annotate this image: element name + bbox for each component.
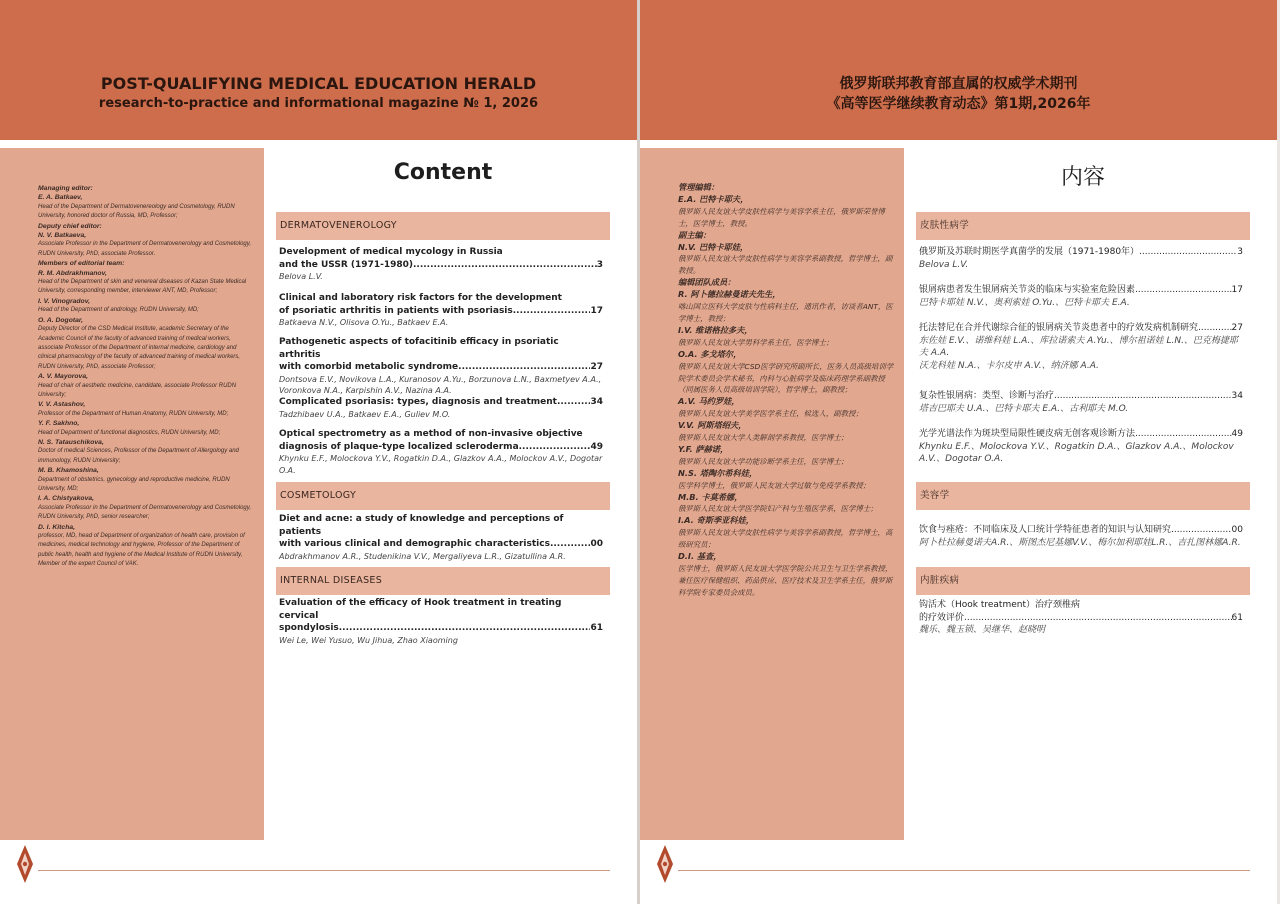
editorial-description: 俄罗斯人民友谊大学CSD医学研究所副所长，医务人员高级培训学院学术委员会学术秘书，内科与心脏病学及临床药理学系副教授（同属医务人员高级培训学院），哲学博士，副教授； — [678, 361, 894, 395]
editorial-heading: N.S. 塔陶尔希科娃， — [678, 467, 758, 478]
editorial-description: Head of the Department of skin and venereal diseases of Kazan State Medical University, corresponding member, interviewer ANT, MD, Professor; — [38, 279, 247, 295]
journal-name-cn: 俄罗斯联邦教育部直属的权威学术期刊 — [839, 76, 1078, 92]
article-title-text: Optical spectrometry as a method of non-invasive objective — [279, 429, 583, 439]
toc-entry[interactable] — [919, 599, 1243, 637]
article-authors: 塔吉巴耶夫 U.A.、巴特卡耶夫 E.A.、古利耶夫 M.O. — [919, 403, 1129, 414]
article-title-text: 复杂性银屑病：类型、诊断与治疗 — [919, 391, 1055, 401]
article-title-line — [279, 622, 603, 635]
section-header: COSMETOLOGY — [276, 482, 610, 510]
article-title — [279, 428, 603, 453]
editorial-heading: R. 阿卜德拉赫曼诺夫先生， — [678, 289, 781, 300]
editorial-description: Head of Department of functional diagnostics, RUDN University, MD; — [38, 429, 221, 436]
article-authors: 沃龙科娃 N.A.、卡尔皮申 A.V.、纳济娜 A.A. — [919, 360, 1099, 371]
editorial-heading: Managing editor: — [38, 185, 93, 192]
article-title — [279, 513, 603, 551]
editorial-heading: O.A. 多戈塔尔， — [678, 348, 742, 359]
editorial-heading: Members of editorial team: — [38, 260, 125, 268]
leader-dots — [1054, 390, 1232, 403]
leader-dots — [557, 396, 591, 409]
article-authors: 东佐娃 E.V.、诺维科娃 L.A.、库拉诺索夫 A.Yu.、博尔祖诺娃 L.N.、巴克梅捷耶夫 A.A. — [919, 335, 1238, 358]
editorial-heading: D.I. 基查， — [678, 551, 722, 562]
toc-entry[interactable] — [919, 246, 1243, 271]
article-title-line — [919, 524, 1243, 537]
footer-rule-cn — [678, 870, 1250, 871]
editorial-description: 俄罗斯人民友谊大学医学院妇产科与生殖医学系，医学博士； — [678, 504, 878, 514]
article-authors: 巴特卡耶娃 N.V.、奥利索娃 O.Yu.、巴特卡耶夫 E.A. — [919, 297, 1130, 308]
editorial-description: Department of obstetrics, gynecology and reproductive medicine, RUDN University, MD; — [38, 476, 230, 492]
toc-entry[interactable] — [919, 390, 1243, 415]
editorial-description: Head of the Department of andrology, RUDN University, MD; — [38, 307, 199, 314]
editorial-description: 医学科学博士，俄罗斯人民友谊大学过敏与免疫学系教授； — [678, 480, 871, 490]
left-header-band — [0, 0, 637, 140]
article-authors: A.V.、Dogotar O.A. — [919, 454, 1004, 464]
editorial-description: Head of chair of aesthetic medicine, candidate, associate Professor RUDN University; — [38, 382, 237, 398]
article-authors: Wei Le, Wei Yusuo, Wu Jihua, Zhao Xiaoming — [279, 635, 458, 645]
toc-entry[interactable] — [279, 513, 603, 562]
editorial-board-sidebar — [0, 148, 264, 840]
editorial-heading: D. I. Kitcha, — [38, 523, 76, 531]
article-authors: Tadzhibaev U.A., Batkaev E.A., Guliev M.O. — [279, 409, 451, 419]
leader-dots — [519, 441, 591, 454]
editorial-heading: E.A. 巴特卡耶夫， — [678, 193, 749, 204]
page-number: 3 — [596, 259, 603, 270]
leader-dots — [513, 305, 591, 318]
leader-dots — [1135, 428, 1232, 441]
editorial-heading: M.B. 卡莫希娜， — [678, 491, 743, 502]
toc-entry[interactable] — [279, 336, 603, 397]
editorial-heading: O. A. Dogotar, — [38, 316, 84, 324]
article-title-text: 的疗效评价 — [919, 612, 965, 623]
article-title — [279, 336, 603, 374]
article-title-text: 银屑病患者发生银屑病关节炎的临床与实验室危险因素 — [919, 285, 1136, 295]
article-title-text: 钩活术（Hook treatment）治疗颈椎病 — [919, 600, 1081, 610]
leader-dots — [1139, 246, 1237, 259]
editorial-heading: E. A. Batkaev, — [38, 194, 83, 202]
page-number: 00 — [1231, 525, 1243, 535]
article-authors: 魏乐、魏玉锁、吴继华、赵晓明 — [919, 625, 1046, 635]
article-title — [919, 524, 1243, 537]
article-title-line — [919, 322, 1243, 335]
toc-entry[interactable] — [919, 322, 1243, 372]
editorial-heading: A.V. 马约罗娃， — [678, 396, 740, 407]
article-title-line — [919, 390, 1243, 403]
article-title — [919, 390, 1243, 403]
journal-emblem-icon — [17, 845, 33, 883]
article-title-line — [919, 428, 1243, 441]
article-title-line — [279, 259, 603, 272]
editorial-heading: I.A. 奇斯季亚科娃， — [678, 515, 754, 526]
leader-dots — [1171, 524, 1232, 537]
editorial-heading: 编辑团队成员： — [678, 277, 736, 288]
editorial-description: Head of the Department of Dermatovenereology and Cosmetology, RUDN University, honored doctor of Russia, MD, Professor; — [38, 203, 235, 220]
leader-dots — [1198, 322, 1232, 335]
page-number: 27 — [590, 362, 603, 372]
article-title — [919, 246, 1243, 259]
section-header: DERMATOVENEROLOGY — [276, 212, 610, 240]
journal-subtitle-cn: 《高等医学继续教育动态》第1期,2026年 — [826, 96, 1091, 112]
article-title — [279, 246, 603, 271]
editorial-description: Professor of the Department of Human Anatomy, RUDN University, MD; — [38, 410, 229, 417]
leader-dots — [413, 259, 597, 272]
editorial-description: professor, MD, head of Department of organization of health care, provision of medicines, medical technology and hygiene, Professor of the Department of public health, health and hygiene of the Medical Institute of RUDN University, Member of the expert Council of VAK. — [38, 533, 245, 568]
article-title-line — [279, 597, 603, 622]
article-title-line — [279, 441, 603, 454]
right-page — [640, 0, 1277, 904]
editorial-heading: V. V. Astashov, — [38, 401, 86, 409]
right-header-band — [640, 0, 1277, 140]
editorial-heading: Y.F. 萨赫诺， — [678, 443, 729, 454]
content-title: Content — [393, 160, 493, 185]
leader-dots — [339, 622, 591, 635]
article-title-line — [919, 599, 1243, 612]
article-authors: Khynku E.F., Molockova Y.V., Rogatkin D.A., Glazkov A.A., Molockov A.V., Dogotar O.A. — [279, 454, 603, 475]
article-title-text: with various clinical and demographic characteristics — [279, 539, 550, 549]
page-number: 00 — [590, 539, 603, 549]
article-title-text: Diet and acne: a study of knowledge and perceptions of patients — [279, 514, 564, 537]
left-page — [0, 0, 637, 904]
editorial-description: Deputy Director of the CSD Medical Institute, academic Secretary of the Academic Council of the faculty of advanced training of medical workers, associate Professor of the Department of internal medicine, cardiology and clinical pharmacology of the faculty of advanced training of medical workers, RUDN University, PhD, associate Professor; — [38, 326, 241, 370]
article-title-line — [279, 428, 603, 441]
section-header: INTERNAL DISEASES — [276, 567, 610, 595]
editorial-description: Associate Professor in the Department of Dermatovenerology and Cosmetology, RUDN University, PhD, senior researcher; — [38, 504, 251, 521]
article-title-line — [279, 292, 603, 305]
editorial-description: Doctor of medical Sciences, Professor of the Department of Allergology and immunology, RUDN University; — [38, 448, 239, 464]
article-title-line — [279, 538, 603, 551]
article-title-text: of psoriatic arthritis in patients with psoriasis — [279, 305, 513, 316]
editorial-description: 俄罗斯人民友谊大学男科学系主任，医学博士； — [678, 337, 834, 347]
article-title — [919, 284, 1243, 297]
toc-entry[interactable] — [919, 428, 1243, 466]
leader-dots — [964, 612, 1232, 625]
article-title-text: Complicated psoriasis: types, diagnosis and treatment — [279, 397, 557, 407]
article-title-line — [919, 612, 1243, 625]
article-title-text: and the USSR (1971-1980) — [279, 259, 413, 270]
article-title-text: Evaluation of the efficacy of Hook treatment in treating cervical — [279, 598, 562, 621]
article-title-line — [279, 361, 603, 374]
page-number: 27 — [1231, 323, 1243, 333]
article-title — [279, 292, 603, 317]
article-authors: Voronkova N.A., Karpishin A.V., Nazina A.A. — [279, 386, 452, 395]
toc-entry[interactable] — [919, 524, 1243, 549]
editorial-description: 俄罗斯人民友谊大学功能诊断学系主任，医学博士； — [678, 456, 848, 466]
article-title-line — [279, 336, 603, 361]
article-title-text: Clinical and laboratory risk factors for the development — [279, 293, 562, 303]
article-title-line — [919, 284, 1243, 297]
article-title-line — [279, 246, 603, 259]
editorial-heading: M. B. Khamoshina, — [38, 467, 99, 475]
editorial-description: 俄罗斯人民友谊大学皮肤性病学与美容学系副教授，哲学博士，副教授。 — [678, 254, 893, 276]
article-title — [919, 599, 1243, 624]
article-authors: Belova L.V. — [279, 272, 323, 281]
editorial-heading: Deputy chief editor: — [38, 222, 102, 230]
editorial-description: 俄罗斯人民友谊大学美学医学系主任，候选人，副教授； — [678, 409, 863, 419]
editorial-description: 医学博士，俄罗斯人民友谊大学医学院公共卫生与卫生学系教授，兼任医疗保健组织、药品供应、医疗技术及卫生学系主任，俄罗斯科学院专家委员会成员。 — [678, 564, 893, 597]
editorial-heading: R. M. Abdrakhmanov, — [38, 269, 107, 277]
article-title — [279, 597, 603, 635]
toc-entry[interactable] — [279, 396, 603, 420]
toc-entry[interactable] — [279, 246, 603, 283]
footer-rule — [38, 870, 610, 871]
editorial-heading: I. A. Chistyakova, — [38, 495, 95, 503]
article-title-text: Pathogenetic aspects of tofacitinib efficacy in psoriatic arthritis — [279, 337, 559, 360]
editorial-description: 喀山国立医科大学皮肤与性病科主任，通讯作者，访谈者ANT，医学博士，教授； — [678, 302, 893, 323]
editorial-board-list — [38, 184, 256, 570]
article-title-text: 托法替尼在合并代谢综合征的银屑病关节炎患者中的疗效发病机制研究 — [919, 323, 1199, 333]
editorial-board-list-cn — [678, 182, 896, 599]
editorial-heading: N. S. Tatauschikova, — [38, 438, 104, 446]
leader-dots — [458, 361, 590, 374]
article-title-line — [279, 513, 603, 538]
page-number: 3 — [1237, 247, 1243, 257]
page-number: 17 — [1231, 285, 1243, 295]
editorial-heading: 管理编辑： — [678, 182, 719, 192]
leader-dots — [550, 538, 591, 551]
page-number: 34 — [1231, 391, 1243, 401]
toc-entry[interactable] — [279, 597, 603, 646]
section-header: 内脏疾病 — [916, 567, 1250, 595]
page-number: 49 — [590, 441, 603, 452]
journal-title-en — [0, 74, 637, 114]
article-title-text: with comorbid metabolic syndrome — [279, 362, 459, 372]
section-header: 皮肤性病学 — [916, 212, 1250, 240]
journal-title-cn — [640, 74, 1277, 114]
editorial-heading: N. V. Batkaeva, — [38, 232, 87, 240]
editorial-description: Associate Professor in the Department of Dermatovenerology and Cosmetology, RUDN University, PhD, associate Professor. — [38, 241, 251, 257]
editorial-board-sidebar-cn — [640, 148, 904, 840]
editorial-description: 俄罗斯人民友谊大学皮肤性病学与美容学系主任，俄罗斯荣誉博士，医学博士，教授。 — [678, 206, 885, 228]
article-title-text: diagnosis of plaque-type localized scleroderma — [279, 441, 519, 452]
toc-entry[interactable] — [279, 292, 603, 329]
editorial-heading: N.V. 巴特卡耶娃， — [678, 241, 749, 252]
article-title-text: spondylosis — [279, 623, 339, 633]
article-title-line — [919, 246, 1243, 259]
article-title-text: 光学光谱法作为斑块型局限性硬皮病无创客观诊断方法 — [919, 429, 1136, 439]
leader-dots — [1135, 284, 1232, 297]
toc-entry[interactable] — [279, 428, 603, 476]
article-title-line — [279, 305, 603, 318]
article-authors: Abdrakhmanov A.R., Studenikina V.V., Mergaliyeva L.R., Gizatullina A.R. — [279, 551, 566, 561]
article-title-text: Development of medical mycology in Russia — [279, 247, 503, 257]
article-authors: Belova L.V. — [919, 259, 969, 270]
journal-subtitle: research-to-practice and informational magazine № 1, 2026 — [98, 96, 539, 111]
article-authors: Batkaeva N.V., Olisova O.Yu., Batkaev E.A. — [279, 318, 449, 327]
editorial-description: 俄罗斯人民友谊大学皮肤性病学与美容学系副教授，哲学博士，高级研究员； — [678, 528, 893, 550]
section-header: 美容学 — [916, 482, 1250, 510]
page-number: 34 — [590, 397, 603, 407]
toc-entry[interactable] — [919, 284, 1243, 309]
page-number: 61 — [590, 623, 603, 633]
editorial-heading: I. V. Vinogradov, — [38, 297, 90, 305]
article-title — [919, 428, 1243, 441]
journal-name: POST-QUALIFYING MEDICAL EDUCATION HERALD — [100, 74, 537, 93]
editorial-heading: Y. F. Sakhno, — [38, 420, 80, 428]
article-authors: Dontsova E.V., Novikova L.A., Kuranosov A.Yu., Borzunova L.N., Baxmetyev A.A., — [279, 374, 602, 384]
article-authors: Khynku E.F.、Molockova Y.V.、Rogatkin D.A.、Glazkov A.A.、Molockov — [919, 441, 1234, 452]
editorial-description: 俄罗斯人民友谊大学人类解剖学系教授，医学博士； — [678, 433, 848, 443]
page-number: 17 — [590, 305, 603, 316]
editorial-heading: A. V. Mayorova, — [38, 373, 88, 381]
page-number: 61 — [1231, 612, 1243, 623]
article-title-text: 俄罗斯及苏联时期医学真菌学的发展（1971-1980年） — [919, 247, 1140, 257]
editorial-heading: 副主编： — [678, 229, 711, 240]
article-title-text: 饮食与痤疮：不同临床及人口统计学特征患者的知识与认知研究 — [919, 525, 1172, 535]
article-title-line — [279, 396, 603, 409]
editorial-heading: V.V. 阿斯塔绍夫， — [678, 420, 747, 431]
content-title-cn: 内容 — [1060, 165, 1105, 190]
article-title — [919, 322, 1243, 335]
article-title — [279, 396, 603, 409]
journal-emblem-icon — [657, 845, 673, 883]
page-number: 49 — [1231, 429, 1243, 439]
article-authors: 阿卜杜拉赫曼诺夫A.R.、斯图杰尼基娜V.V.、梅尔加利耶娃L.R.、吉扎图林娜A.R. — [919, 537, 1241, 548]
editorial-heading: I.V. 维诺格拉多夫， — [678, 324, 753, 335]
